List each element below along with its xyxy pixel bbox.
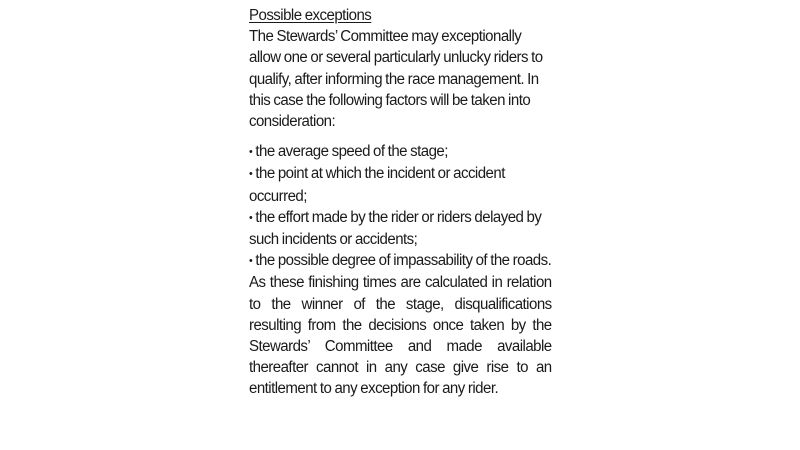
section-heading: Possible exceptions	[249, 7, 372, 24]
bullet-icon: •	[249, 211, 253, 224]
bullet-icon: •	[249, 168, 253, 181]
factor-text: the average speed of the stage;	[255, 143, 448, 161]
list-item	[249, 207, 552, 250]
bullet-icon: •	[249, 255, 253, 268]
closing-paragraph: As these finishing times are calculated in relation to the winner of the stage, disqualifications resulting from the decisions once taken by the Stewards’ Committee and made available thereafter cannot in any case give rise to an entitlement to any exception for any rider.	[249, 274, 552, 398]
factor-text: the point at which the incident or accident occurred;	[249, 165, 505, 205]
document-page	[249, 5, 552, 400]
list-item	[249, 141, 552, 163]
list-item	[249, 163, 552, 206]
factor-text: the possible degree of impassability of the roads.	[255, 252, 552, 270]
list-item	[249, 250, 552, 272]
bullet-icon: •	[249, 146, 253, 159]
factor-text: the effort made by the rider or riders delayed by such incidents or accidents;	[249, 208, 542, 249]
intro-paragraph: The Stewards’ Committee may exceptionally allow one or several particularly unlucky riders to qualify, after informing the race management. In this case the following factors will be taken into consideration:	[249, 28, 543, 131]
factors-list	[249, 141, 552, 272]
